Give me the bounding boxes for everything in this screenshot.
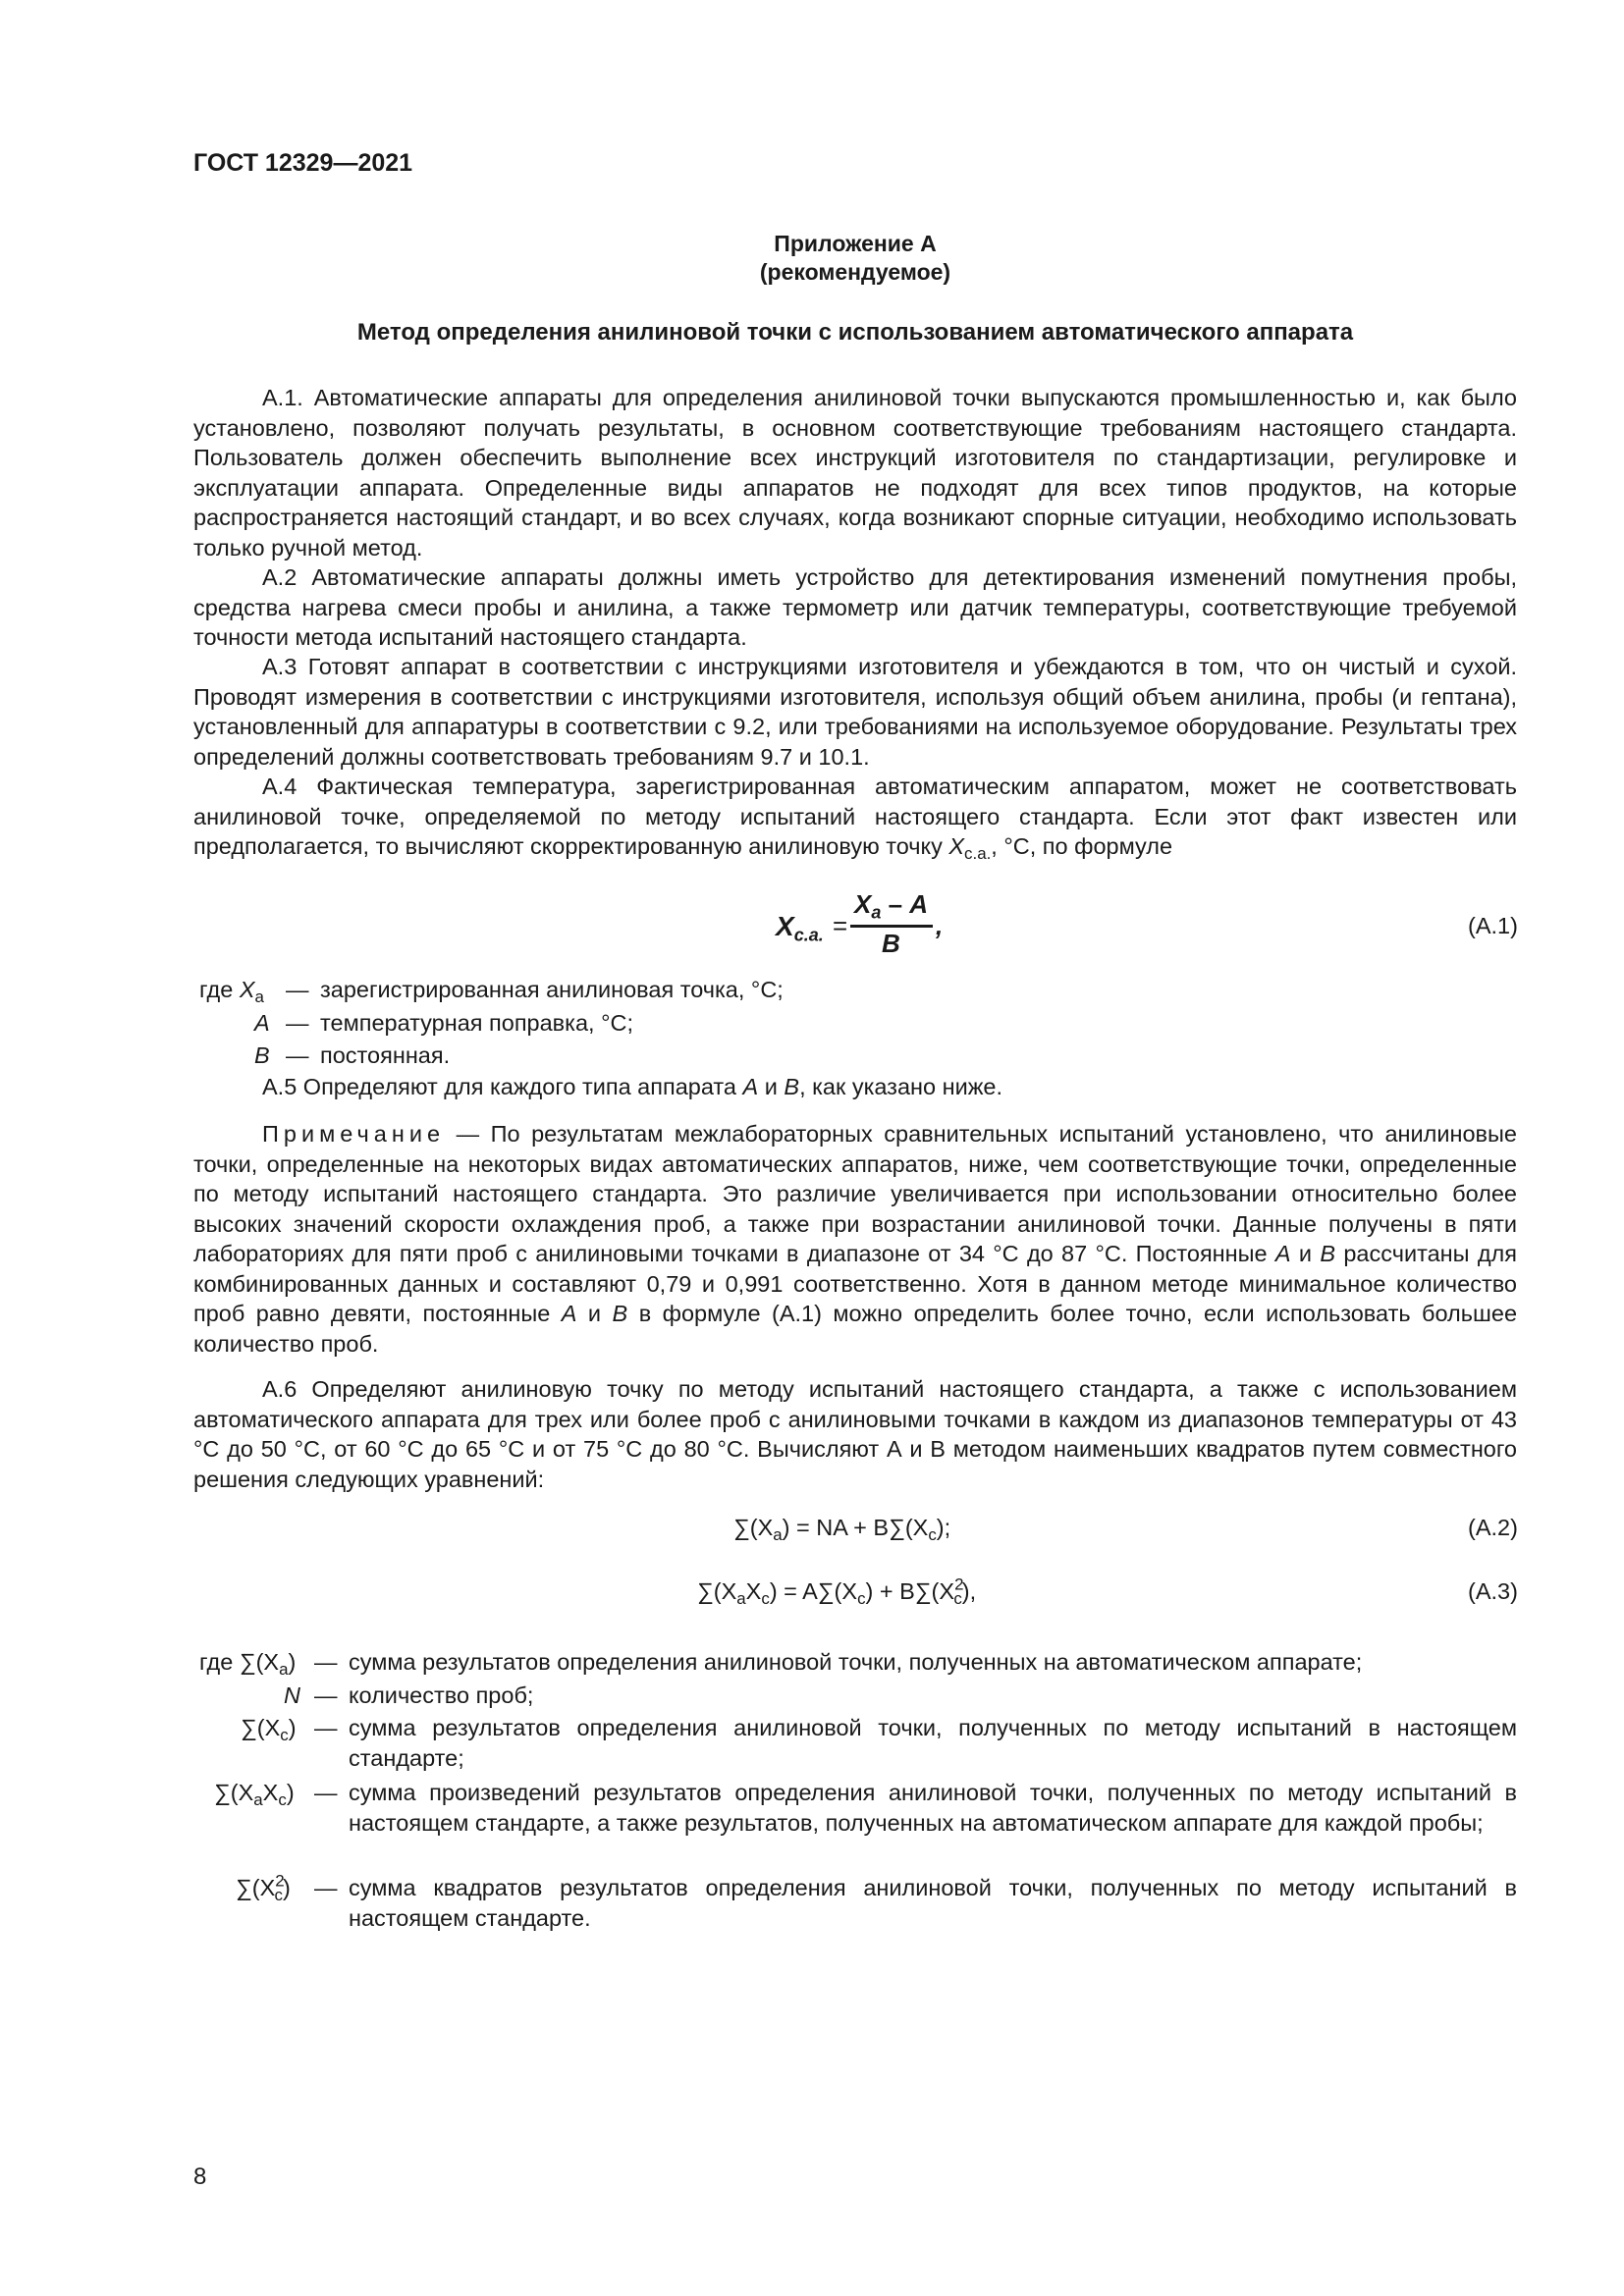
paragraph-a4: А.4 Фактическая температура, зарегистрированная автоматическим аппаратом, может не соответствовать анилиновой точке, определяемой по методу испытаний настоящего стандарта. Если этот факт известен или предполагается, то вычисляют скорректированную анилиновую точку $X_{с.а.}$, °С, по формуле [193,774,1517,864]
paragraph-a5: А.5 Определяют для каждого типа аппарата А и В, как указано ниже. [262,1074,1003,1099]
formula-a1-number: (А.1) [1468,913,1518,938]
appendix-title: Приложение А [774,231,937,256]
formula-a2: $\sum(X_a)$ = NA + $B\sum(X_c)$; [733,1515,951,1545]
legend2-row-sum-xc: $\sum(X_c)$ — сумма результатов определения анилиновой точки, полученных по методу испытаний в настоящем стандарте; [241,1715,1517,1771]
paragraph-a2: А.2 Автоматические аппараты должны иметь устройство для детектирования изменений помутнения пробы, средства нагрева смеси пробы и анилина, а также термометр или датчик температуры, соответствующие требуемой точности метода испытаний настоящего стандарта. [193,564,1517,650]
legend2-row-sum-xc2: $\sum(X^2_c)$ — сумма квадратов результатов определения анилиновой точки, полученных по методу испытаний в настоящем стандарте. [236,1871,1517,1931]
note-block: Примечание — По результатам межлабораторных сравнительных испытаний установлено, что анилиновые точки, определенные на некоторых видах автоматических аппаратов, ниже, чем соответствующие точки, определенные по методу испытаний настоящего стандарта. Это различие увеличивается при использовании относительно более высоких значений скорости охлаждения проб, а также при возрастании анилиновой точки. Данные получены в пяти лабораториях для пяти проб с анилиновыми точками в диапазоне от 34 °С до 87 °С. Постоянные А и В рассчитаны для комбинированных данных и составляют 0,79 и 0,991 соответственно. Хотя в данном методе минимальное количество проб равно девяти, постоянные А и В в формуле (А.1) можно определить более точно, если использовать большее количество проб. [193,1121,1518,1357]
document-header: ГОСТ 12329—2021 [193,149,413,177]
formula-a3-number: (А.3) [1468,1578,1518,1604]
page-number: 8 [193,2163,207,2190]
paragraph-a1: А.1. Автоматические аппараты для определения анилиновой точки выпускаются промышленностью и, как было установлено, позволяют получать результаты, в основном соответствующие требованиям настоящего стандарта. Пользователь должен обеспечить выполнение всех инструкций изготовителя по стандартизации, регулировке и эксплуатации аппарата. Определенные виды аппаратов не подходят для всех типов продуктов, на которые распространяется настоящий стандарт, и во всех случаях, когда возникают спорные ситуации, необходимо использовать только ручной метод. [193,385,1517,561]
legend2-row-sum-xa: где $\sum(X_a)$ — сумма результатов определения анилиновой точки, полученных на автоматическом аппарате; [199,1649,1363,1680]
note-label: Примечание [262,1121,446,1147]
formula-a1-lhs: X [776,911,794,941]
legend1-row-a: A — температурная поправка, °С; [254,1010,633,1036]
formula-a3: $\sum(X_aX_c) = A\sum(X_c) + B\sum(X^2_c)$, [697,1575,977,1609]
legend1-row-b: B — постоянная. [254,1042,451,1068]
paragraph-a6: А.6 Определяют анилиновую точку по методу испытаний настоящего стандарта, а также с использованием автоматического аппарата для трех или более проб с анилиновыми точками в каждом из диапазонов температуры от 43 °С до 50 °С, от 60 °С до 65 °С и от 75 °С до 80 °С. Вычисляют А и В методом наименьших квадратов путем совместного решения следующих уравнений: [193,1376,1517,1492]
method-title: Метод определения анилиновой точки с использованием автоматического аппарата [356,319,1354,346]
legend1-gde: где [199,977,234,1002]
formula-a1-comma: , [936,911,944,940]
formula-a1-eq: = [833,911,848,940]
formula-a1: $X_{с.а.}$ = $X_а$ – A B , [776,889,944,958]
formula-a1-denominator: B [882,929,900,958]
legend1-row-xa: где $X_a$ — зарегистрированная анилиновая точка, °С; [199,977,784,1007]
paragraph-a3: А.3 Готовят аппарат в соответствии с инструкциями изготовителя и убеждаются в том, что он чистый и сухой. Проводят измерения в соответствии с инструкциями изготовителя, используя общий объем анилина, пробы (и гептана), установленный для аппаратуры в соответствии с 9.2, или требованиями на используемое оборудование. Результаты трех определений должны соответствовать требованиям 9.7 и 10.1. [193,654,1517,770]
formula-a2-number: (А.2) [1468,1515,1518,1540]
legend2-row-n: N — количество проб; [284,1682,534,1708]
appendix-status: (рекомендуемое) [759,259,951,285]
formula-a1-fraction-bar [850,925,933,928]
formula-a1-numerator: $X_а$ – A [854,889,929,923]
legend2-row-sum-xaxc: $\sum(X_aX_c)$ — сумма произведений результатов определения анилиновой точки, полученных по методу испытаний в настоящем стандарте, а также результатов, полученных на автоматическом аппарате для каждой пробы; [214,1780,1517,1836]
